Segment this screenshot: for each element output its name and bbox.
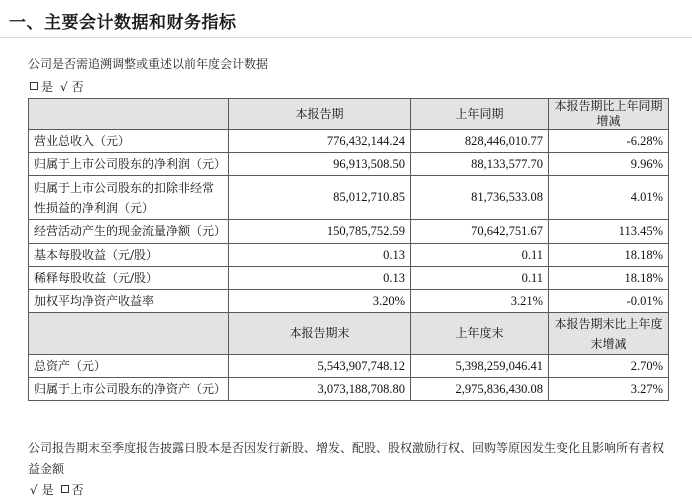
table-row bbox=[29, 290, 669, 313]
change-value: -6.28% bbox=[549, 130, 669, 153]
header-cell: 上年度末 bbox=[411, 313, 549, 355]
current-value: 776,432,144.24 bbox=[229, 130, 411, 153]
current-value: 85,012,710.85 bbox=[229, 176, 411, 220]
table-row bbox=[29, 153, 669, 176]
financial-data-table bbox=[28, 98, 669, 401]
table-row bbox=[29, 355, 669, 378]
table-row bbox=[29, 267, 669, 290]
share-change-question: 公司报告期末至季度报告披露日股本是否因发行新股、增发、配股、股权激励行权、回购等原因发生变化且影响所有者权益金额 bbox=[28, 441, 665, 476]
row-label: 归属于上市公司股东的净资产（元） bbox=[29, 378, 229, 401]
prior-value: 0.11 bbox=[411, 244, 549, 267]
table-header-row bbox=[29, 313, 669, 355]
row-label: 加权平均净资产收益率 bbox=[29, 290, 229, 313]
current-value: 96,913,508.50 bbox=[229, 153, 411, 176]
change-value: 9.96% bbox=[549, 153, 669, 176]
share-yes-label: 是 bbox=[41, 483, 54, 497]
row-label: 经营活动产生的现金流量净额（元） bbox=[29, 220, 229, 244]
header-cell bbox=[29, 313, 229, 355]
current-value: 3,073,188,708.80 bbox=[229, 378, 411, 401]
restate-question: 公司是否需追溯调整或重述以前年度会计数据 bbox=[28, 57, 269, 71]
row-label: 总资产（元） bbox=[29, 355, 229, 378]
prior-value: 81,736,533.08 bbox=[411, 176, 549, 220]
prior-value: 0.11 bbox=[411, 267, 549, 290]
table-row bbox=[29, 176, 669, 220]
current-value: 150,785,752.59 bbox=[229, 220, 411, 244]
row-label: 归属于上市公司股东的净利润（元） bbox=[29, 153, 229, 176]
check-mark-icon: √ bbox=[60, 80, 68, 94]
prior-value: 3.21% bbox=[411, 290, 549, 313]
unchecked-box-icon bbox=[30, 82, 38, 90]
prior-value: 2,975,836,430.08 bbox=[411, 378, 549, 401]
change-value: 3.27% bbox=[549, 378, 669, 401]
current-value: 0.13 bbox=[229, 244, 411, 267]
section-title: 一、主要会计数据和财务指标 bbox=[9, 13, 237, 33]
restate-choice bbox=[30, 78, 84, 95]
change-value: 2.70% bbox=[549, 355, 669, 378]
change-value: 4.01% bbox=[549, 176, 669, 220]
table-header-row bbox=[29, 99, 669, 130]
row-label: 营业总收入（元） bbox=[29, 130, 229, 153]
header-cell: 上年同期 bbox=[411, 99, 549, 130]
unchecked-box-icon bbox=[61, 485, 69, 493]
prior-value: 5,398,259,046.41 bbox=[411, 355, 549, 378]
title-divider bbox=[0, 37, 692, 38]
prior-value: 88,133,577.70 bbox=[411, 153, 549, 176]
restate-yes-label: 是 bbox=[41, 80, 54, 94]
header-cell: 本报告期末 bbox=[229, 313, 411, 355]
share-no-label: 否 bbox=[71, 483, 84, 497]
change-value: 18.18% bbox=[549, 244, 669, 267]
share-change-choice bbox=[30, 481, 84, 498]
prior-value: 828,446,010.77 bbox=[411, 130, 549, 153]
restate-no-label: 否 bbox=[71, 80, 84, 94]
table-row bbox=[29, 220, 669, 244]
check-mark-icon: √ bbox=[30, 483, 38, 497]
table-row bbox=[29, 130, 669, 153]
current-value: 3.20% bbox=[229, 290, 411, 313]
row-label: 基本每股收益（元/股） bbox=[29, 244, 229, 267]
change-value: 18.18% bbox=[549, 267, 669, 290]
header-cell: 本报告期比上年同期增减 bbox=[549, 99, 669, 130]
current-value: 5,543,907,748.12 bbox=[229, 355, 411, 378]
row-label: 稀释每股收益（元/股） bbox=[29, 267, 229, 290]
table-row bbox=[29, 378, 669, 401]
current-value: 0.13 bbox=[229, 267, 411, 290]
table-row bbox=[29, 244, 669, 267]
header-cell: 本报告期末比上年度末增减 bbox=[549, 313, 669, 355]
change-value: 113.45% bbox=[549, 220, 669, 244]
change-value: -0.01% bbox=[549, 290, 669, 313]
header-cell bbox=[29, 99, 229, 130]
header-cell: 本报告期 bbox=[229, 99, 411, 130]
prior-value: 70,642,751.67 bbox=[411, 220, 549, 244]
row-label: 归属于上市公司股东的扣除非经常性损益的净利润（元） bbox=[29, 176, 229, 220]
